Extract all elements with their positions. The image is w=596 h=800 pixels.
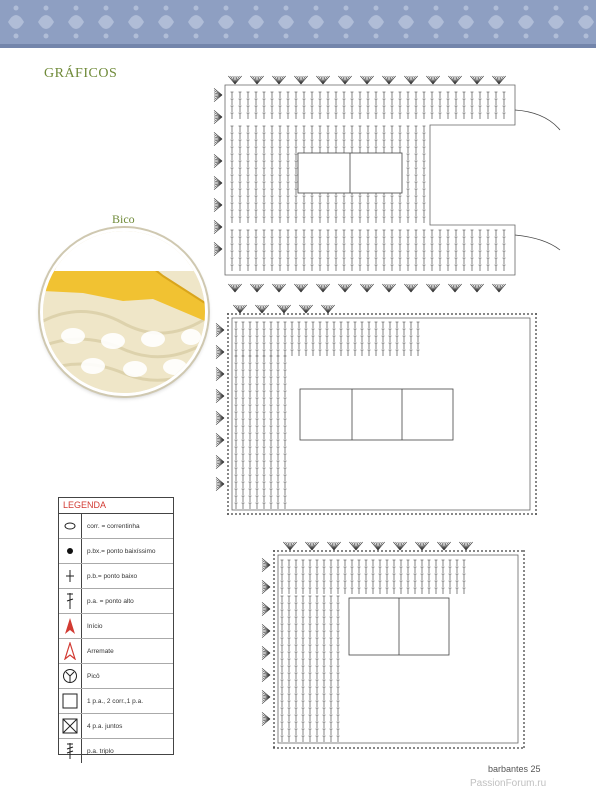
legend-text: p.b.= ponto baixo [87, 572, 138, 580]
legend-text: Arremate [87, 647, 114, 655]
legend-row [59, 639, 173, 664]
slip-stitch-icon [59, 539, 82, 563]
chain-stitch-icon [59, 514, 82, 538]
triple-crochet-icon [59, 739, 82, 763]
legend-row [59, 614, 173, 639]
legend-title: LEGENDA [59, 498, 173, 514]
legend-text: p.a. = ponto alto [87, 597, 134, 605]
start-icon [59, 614, 82, 638]
double-crochet-icon [59, 589, 82, 613]
legend-text: 4 p.a. juntos [87, 722, 123, 730]
finish-icon [59, 639, 82, 663]
legend-text: 1 p.a., 2 corr.,1 p.a. [87, 697, 144, 705]
single-crochet-icon [59, 564, 82, 588]
legend-text: p.bx.= ponto baixíssimo [87, 547, 156, 555]
legend-row [59, 514, 173, 539]
chart-middle [216, 305, 537, 515]
legend-box [58, 497, 174, 755]
legend-row [59, 539, 173, 564]
legend-text: p.a. triplo [87, 747, 114, 755]
watermark: PassionForum.ru [470, 778, 547, 789]
legend-row [59, 664, 173, 689]
legend-row [59, 739, 173, 763]
box-icon [59, 689, 82, 713]
page-title: GRÁFICOS [44, 66, 118, 81]
legend-row [59, 689, 173, 714]
picot-icon [59, 664, 82, 688]
legend-text: Início [87, 622, 103, 630]
legend-row [59, 714, 173, 739]
legend-row [59, 589, 173, 614]
page-footer: barbantes 25 [488, 764, 541, 774]
legend-text: corr. = correntinha [87, 522, 140, 530]
legend-text: Picô [87, 672, 100, 680]
decrease-icon [59, 714, 82, 738]
chart-bottom [262, 542, 525, 749]
legend-row [59, 564, 173, 589]
photo-label: Bico [112, 212, 135, 226]
chart-top [214, 76, 560, 292]
